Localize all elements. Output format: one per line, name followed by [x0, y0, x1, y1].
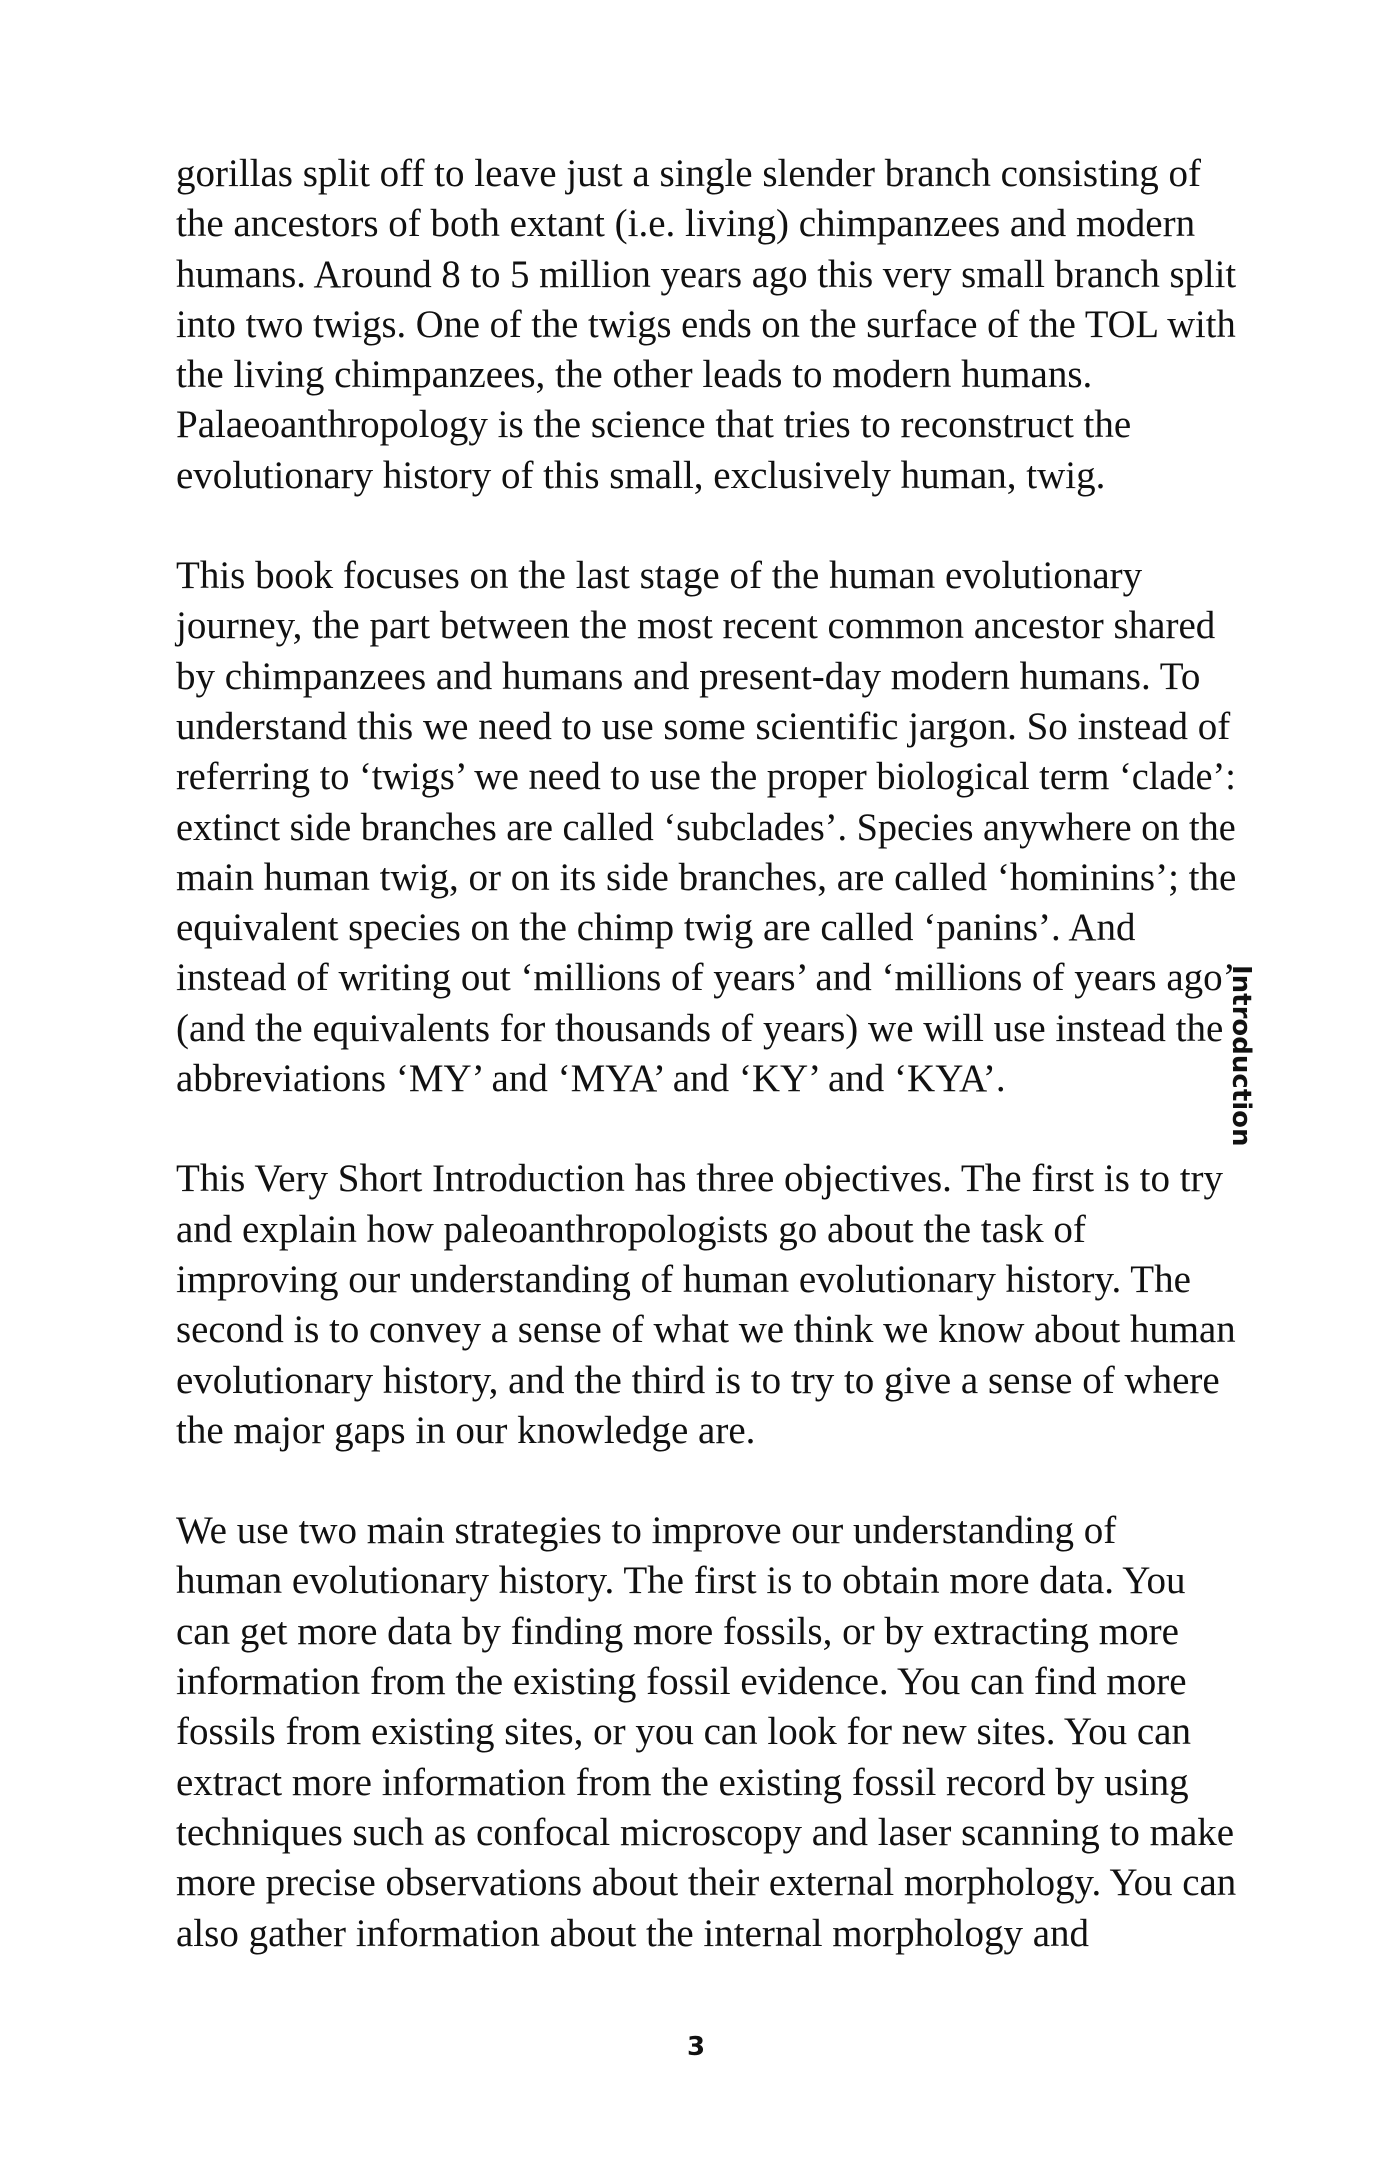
text-line: by chimpanzees and humans and present-day modern humans. To	[176, 654, 1201, 698]
paragraph-3	[176, 1154, 1236, 1456]
running-head: Introduction	[1226, 965, 1256, 1147]
text-line: second is to convey a sense of what we think we know about human	[176, 1308, 1236, 1352]
text-line: the living chimpanzees, the other leads to modern humans.	[176, 353, 1093, 397]
paragraph-1	[176, 149, 1236, 501]
text-line: information from the existing fossil evidence. You can find more	[176, 1660, 1187, 1704]
text-line: into two twigs. One of the twigs ends on the surface of the TOL with	[176, 302, 1236, 346]
text-line: Palaeoanthropology is the science that tries to reconstruct the	[176, 403, 1132, 447]
text-line: journey, the part between the most recent common ancestor shared	[176, 604, 1216, 648]
text-line: human evolutionary history. The first is to obtain more data. You	[176, 1559, 1186, 1603]
paragraph-4	[176, 1506, 1236, 1959]
text-line: This book focuses on the last stage of the human evolutionary	[176, 554, 1143, 598]
text-line: the major gaps in our knowledge are.	[176, 1408, 756, 1452]
text-line: fossils from existing sites, or you can look for new sites. You can	[176, 1710, 1191, 1754]
text-line: more precise observations about their external morphology. You can	[176, 1861, 1237, 1905]
paragraph-spacer	[176, 1104, 1236, 1154]
text-line: evolutionary history, and the third is to try to give a sense of where	[176, 1358, 1220, 1402]
text-line: abbreviations ‘MY’ and ‘MYA’ and ‘KY’ and ‘KYA’.	[176, 1057, 1006, 1101]
text-line: understand this we need to use some scientific jargon. So instead of	[176, 704, 1231, 748]
paragraph-spacer	[176, 1456, 1236, 1506]
text-line: can get more data by finding more fossils, or by extracting more	[176, 1609, 1179, 1653]
text-line: referring to ‘twigs’ we need to use the proper biological term ‘clade’:	[176, 755, 1236, 799]
text-line: humans. Around 8 to 5 million years ago this very small branch split	[176, 252, 1237, 296]
text-line: techniques such as confocal microscopy and laser scanning to make	[176, 1810, 1235, 1854]
paragraph-2	[176, 551, 1236, 1104]
text-line: evolutionary history of this small, exclusively human, twig.	[176, 453, 1106, 497]
text-line: equivalent species on the chimp twig are called ‘panins’. And	[176, 906, 1136, 950]
text-line: This Very Short Introduction has three objectives. The first is to try	[176, 1157, 1224, 1201]
text-line: also gather information about the internal morphology and	[176, 1911, 1090, 1955]
page-number: 3	[686, 2032, 706, 2062]
paragraph-spacer	[176, 501, 1236, 551]
text-line: the ancestors of both extant (i.e. living) chimpanzees and modern	[176, 202, 1196, 246]
text-line: and explain how paleoanthropologists go about the task of	[176, 1207, 1086, 1251]
text-line: instead of writing out ‘millions of years’ and ‘millions of years ago’	[176, 956, 1236, 1000]
text-line: extract more information from the existing fossil record by using	[176, 1760, 1189, 1804]
text-line: improving our understanding of human evolutionary history. The	[176, 1257, 1191, 1301]
text-line: (and the equivalents for thousands of years) we will use instead the	[176, 1006, 1224, 1050]
text-line: gorillas split off to leave just a single slender branch consisting of	[176, 152, 1201, 195]
body-text	[176, 149, 1236, 1959]
text-line: We use two main strategies to improve our understanding of	[176, 1509, 1117, 1553]
text-line: extinct side branches are called ‘subclades’. Species anywhere on the	[176, 805, 1236, 849]
text-line: main human twig, or on its side branches, are called ‘hominins’; the	[176, 855, 1237, 899]
